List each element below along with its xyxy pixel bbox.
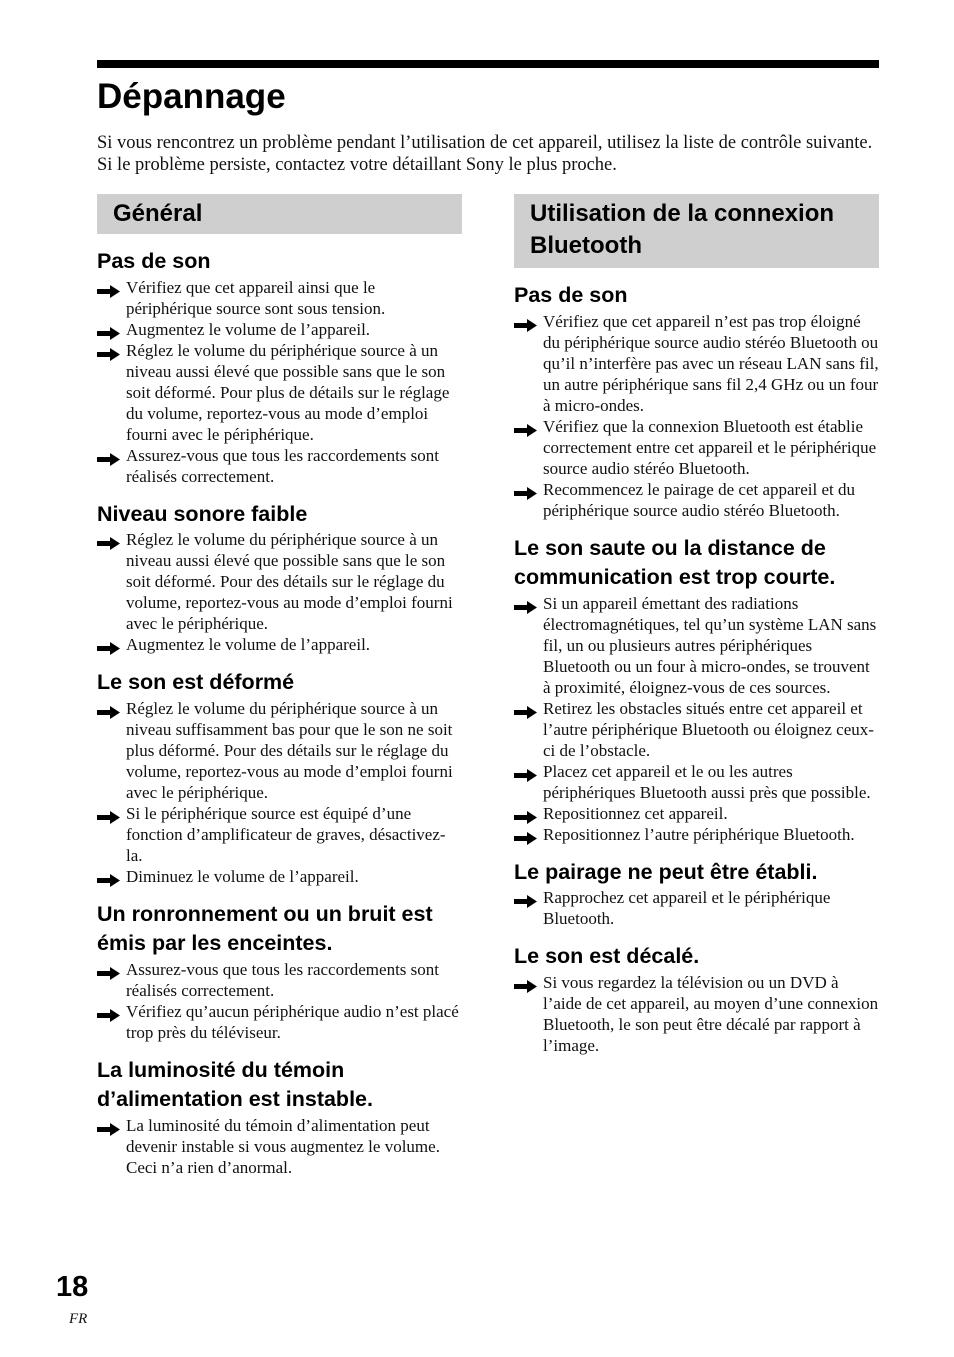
remedy-list xyxy=(97,1115,462,1178)
remedy-item xyxy=(97,445,462,487)
remedy-list xyxy=(514,887,879,929)
right-arrow-icon xyxy=(97,871,120,884)
remedy-item xyxy=(97,866,462,887)
remedy-text: Réglez le volume du périphérique source à un niveau aussi élevé que possible sans que le son soit déformé. Pour plus de détails sur le réglage du volume, reportez-vous au mode d’emploi fourni avec le périphérique. xyxy=(126,340,450,444)
right-arrow-icon xyxy=(514,421,537,434)
title-rule xyxy=(97,60,879,68)
right-arrow-icon xyxy=(97,324,120,337)
remedy-item xyxy=(97,959,462,1001)
right-arrow-icon xyxy=(97,345,120,358)
remedy-text: Repositionnez cet appareil. xyxy=(543,803,728,823)
right-arrow-icon xyxy=(97,1120,120,1133)
section-heading: Utilisation de la connexion Bluetooth xyxy=(514,194,879,268)
problem-block xyxy=(514,942,879,1056)
section-general xyxy=(97,194,462,1178)
problem-title: Un ronronnement ou un bruit est émis par les enceintes. xyxy=(97,901,433,955)
section-heading: Général xyxy=(97,194,462,234)
problem-block xyxy=(514,858,879,930)
right-arrow-icon xyxy=(514,977,537,990)
problem-block xyxy=(514,534,879,845)
right-arrow-icon xyxy=(514,703,537,716)
right-arrow-icon xyxy=(514,316,537,329)
problem-block xyxy=(514,281,879,521)
remedy-text: Rapprochez cet appareil et le périphérique Bluetooth. xyxy=(543,888,831,928)
remedy-text: Vérifiez que cet appareil ainsi que le périphérique source sont sous tension. xyxy=(126,277,386,318)
remedy-item xyxy=(514,479,879,521)
remedy-text: Si un appareil émettant des radiations électromagnétiques, tel qu’un système LAN sans fil, un ou plusieurs autres périphériques Bluetooth ou un four à micro-ondes, se trouvent à proximité, éloignez-vous de ces sources. xyxy=(543,593,877,697)
problem-title: Le pairage ne peut être établi. xyxy=(514,859,818,884)
right-arrow-icon xyxy=(97,808,120,821)
problem-block xyxy=(97,247,462,487)
remedy-item xyxy=(97,319,462,340)
problem-block xyxy=(97,900,462,1043)
page-title: Dépannage xyxy=(97,77,286,116)
remedy-list xyxy=(514,972,879,1056)
remedy-item xyxy=(514,416,879,479)
right-arrow-icon xyxy=(514,808,537,821)
problem-title: Pas de son xyxy=(514,283,628,307)
remedy-text: Réglez le volume du périphérique source à un niveau aussi élevé que possible sans que le son soit déformé. Pour des détails sur le réglage du volume, reportez-vous au mode d’emploi fourni avec le périphérique. xyxy=(126,530,453,633)
remedy-item xyxy=(514,761,879,803)
remedy-text: Augmentez le volume de l’appareil. xyxy=(126,319,371,339)
problem-title: Niveau sonore faible xyxy=(97,501,308,526)
problem-title: Le son est déformé xyxy=(97,670,295,694)
remedy-text: Vérifiez que cet appareil n’est pas trop éloigné du périphérique source audio stéréo Bluetooth ou qu’il n’interfère pas avec un réseau LAN sans fil, un autre périphérique sans fil 2,4 GHz ou un four à micro-ondes. xyxy=(543,311,879,415)
problem-title: Le son est décalé. xyxy=(514,944,700,968)
section-bluetooth xyxy=(514,194,879,1056)
language-code: FR xyxy=(69,1311,88,1327)
remedy-item xyxy=(514,698,879,761)
problem-block xyxy=(97,500,462,656)
remedy-list xyxy=(514,311,879,521)
right-arrow-icon xyxy=(514,892,537,905)
remedy-text: Augmentez le volume de l’appareil. xyxy=(126,635,371,654)
remedy-text: Assurez-vous que tous les raccordements sont réalisés correctement. xyxy=(126,959,440,1000)
remedy-list xyxy=(97,959,462,1043)
right-arrow-icon xyxy=(97,703,120,716)
remedy-item xyxy=(97,698,462,803)
remedy-item xyxy=(514,887,879,929)
right-arrow-icon xyxy=(97,1006,120,1019)
remedy-text: Placez cet appareil et le ou les autres périphériques Bluetooth aussi près que possible. xyxy=(543,761,871,802)
right-arrow-icon xyxy=(514,484,537,497)
remedy-item xyxy=(514,972,879,1056)
right-arrow-icon xyxy=(514,598,537,611)
remedy-list xyxy=(97,529,462,655)
right-arrow-icon xyxy=(514,829,537,842)
right-arrow-icon xyxy=(97,534,120,547)
page-number: 18 xyxy=(56,1271,89,1303)
remedy-text: Si le périphérique source est équipé d’une fonction d’amplificateur de graves, désactivez-la. xyxy=(126,803,446,865)
remedy-text: Si vous regardez la télévision ou un DVD à l’aide de cet appareil, au moyen d’une connexion Bluetooth, le son peut être décalé par rapport à l’image. xyxy=(543,972,879,1055)
right-arrow-icon xyxy=(97,450,120,463)
remedy-text: La luminosité du témoin d’alimentation peut devenir instable si vous augmentez le volume. Ceci n’a rien d’anormal. xyxy=(126,1115,440,1177)
remedy-text: Assurez-vous que tous les raccordements sont réalisés correctement. xyxy=(126,445,440,486)
remedy-text: Réglez le volume du périphérique source à un niveau suffisamment bas pour que le son ne soit plus déformé. Pour des détails sur le réglage du volume, reportez-vous au mode d’emploi fourni avec le périphérique. xyxy=(126,698,453,802)
remedy-text: Recommencez le pairage de cet appareil et du périphérique source audio stéréo Bluetooth. xyxy=(543,479,855,520)
remedy-list xyxy=(514,593,879,845)
right-arrow-icon xyxy=(97,639,120,652)
remedy-text: Repositionnez l’autre périphérique Bluetooth. xyxy=(543,824,855,844)
right-arrow-icon xyxy=(514,766,537,779)
remedy-item xyxy=(97,803,462,866)
right-arrow-icon xyxy=(97,282,120,295)
problem-title: Pas de son xyxy=(97,249,211,273)
problem-title: La luminosité du témoin d’alimentation est instable. xyxy=(97,1057,373,1111)
remedy-item xyxy=(97,1115,462,1178)
problem-block xyxy=(97,668,462,887)
problem-block xyxy=(97,1056,462,1178)
remedy-item xyxy=(514,803,879,824)
remedy-item xyxy=(97,277,462,319)
intro-paragraph: Si vous rencontrez un problème pendant l’utilisation de cet appareil, utilisez la liste de contrôle suivante. Si le problème persiste, contactez votre détaillant Sony le plus proche. xyxy=(97,133,873,175)
remedy-item xyxy=(514,824,879,845)
remedy-item xyxy=(97,634,462,655)
problem-title: Le son saute ou la distance de communication est trop courte. xyxy=(514,535,836,589)
remedy-list xyxy=(97,698,462,887)
remedy-text: Vérifiez qu’aucun périphérique audio n’est placé trop près du téléviseur. xyxy=(126,1001,459,1042)
remedy-item xyxy=(97,529,462,634)
remedy-list xyxy=(97,277,462,487)
remedy-item xyxy=(514,593,879,698)
remedy-item xyxy=(514,311,879,416)
remedy-item xyxy=(97,340,462,445)
remedy-text: Vérifiez que la connexion Bluetooth est établie correctement entre cet appareil et le périphérique source audio stéréo Bluetooth. xyxy=(543,416,877,478)
remedy-text: Retirez les obstacles situés entre cet appareil et l’autre périphérique Bluetooth ou éloignez ceux-ci de l’obstacle. xyxy=(543,698,874,760)
remedy-text: Diminuez le volume de l’appareil. xyxy=(126,866,359,886)
remedy-item xyxy=(97,1001,462,1043)
right-arrow-icon xyxy=(97,964,120,977)
